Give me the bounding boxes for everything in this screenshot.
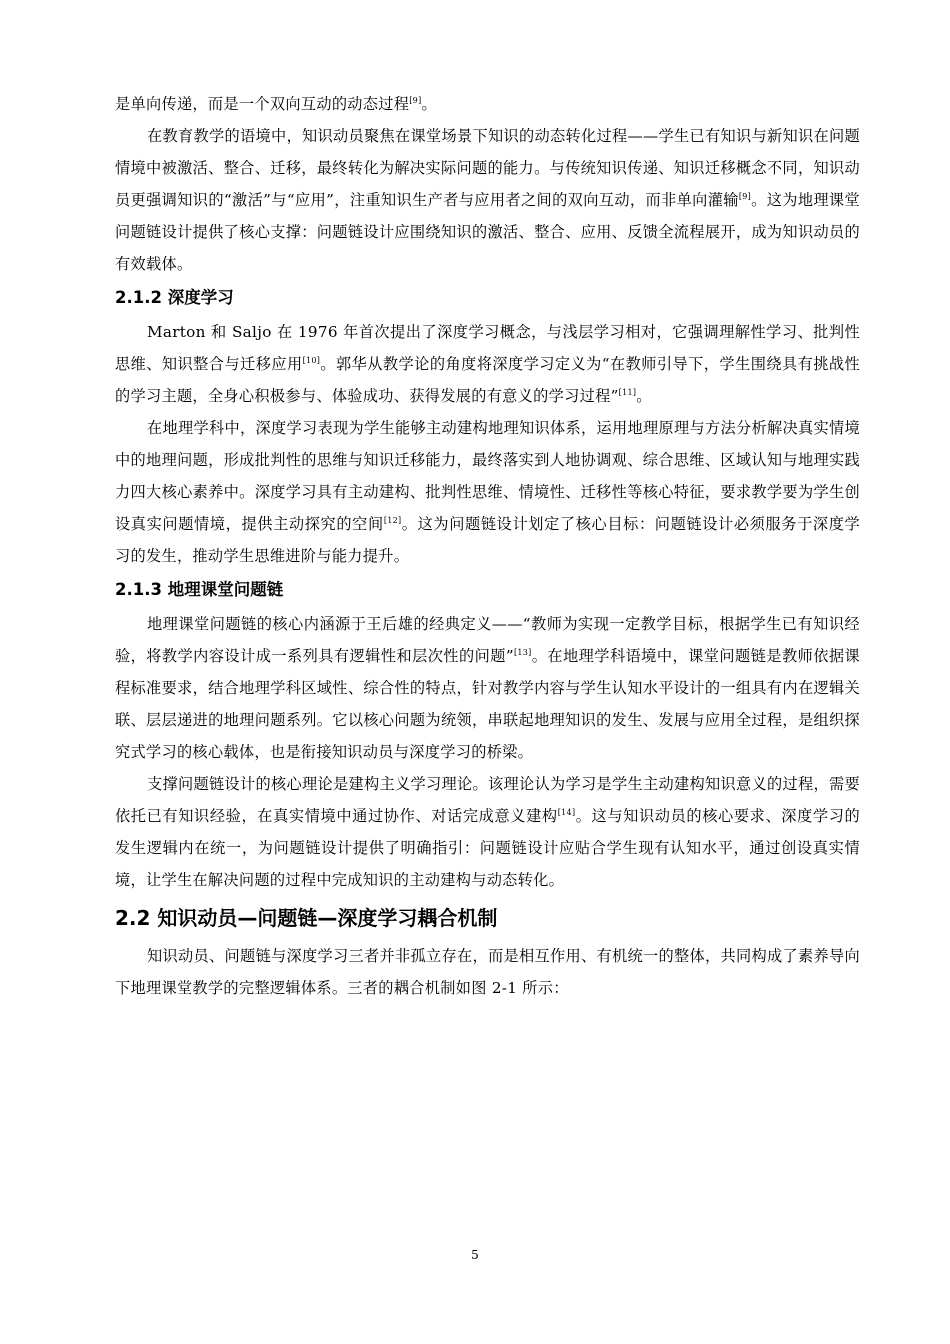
text: 在教育教学的语境中，知识动员聚焦在课堂场景下知识的动态转化过程——学生已有知识与新知识在问题情境中被激活、整合、迁移，最终转化为解决实际问题的能力。与传统知识传递、知识迁移概念不同，知识动员更强调知识的“激活”与“应用”，注重知识生产者与应用者之间的双向互动，而非单向灌输	[115, 127, 860, 209]
text: 。在地理学科语境中，课堂问题链是教师依据课程标准要求，结合地理学科区域性、综合性的特点，针对教学内容与学生认知水平设计的一组具有内在逻辑关联、层层递进的地理问题系列。它以核心问题为统领，串联起地理知识的发生、发展与应用全过程，是组织探究式学习的核心载体，也是衔接知识动员与深度学习的桥梁。	[115, 647, 860, 761]
text: 。这为地理课堂问题链设计提供了核心支撑：问题链设计应围绕知识的激活、整合、应用、反馈全流程展开，成为知识动员的有效载体。	[115, 191, 860, 273]
text: 。	[421, 95, 437, 113]
text: Marton 和 Saljo 在 1976 年首次提出了深度学习概念，与浅层学习相对，它强调理解性学习、批判性思维、知识整合与迁移应用	[115, 323, 860, 373]
paragraph-deep-learning-definition	[115, 316, 860, 412]
section-heading-2-1-3: 2.1.3 地理课堂问题链	[115, 580, 284, 599]
paragraph-constructivism	[115, 768, 860, 896]
paragraph-knowledge-mobilization	[115, 120, 860, 280]
text: 。这为问题链设计划定了核心目标：问题链设计必须服务于深度学习的发生，推动学生思维进阶与能力提升。	[115, 515, 860, 565]
text: 。这与知识动员的核心要求、深度学习的发生逻辑内在统一，为问题链设计提供了明确指引：问题链设计应贴合学生现有认知水平，通过创设真实情境，让学生在解决问题的过程中完成知识的主动建构与动态转化。	[115, 807, 860, 889]
text: 知识动员、问题链与深度学习三者并非孤立存在，而是相互作用、有机统一的整体，共同构成了素养导向下地理课堂教学的完整逻辑体系。三者的耦合机制如图 2-1 所示：	[115, 947, 860, 997]
citation-ref: [9]	[409, 96, 422, 105]
citation-ref: [10]	[302, 356, 321, 365]
citation-ref: [12]	[383, 516, 402, 525]
text: 在地理学科中，深度学习表现为学生能够主动建构地理知识体系，运用地理原理与方法分析解决真实情境中的地理问题，形成批判性的思维与知识迁移能力，最终落实到人地协调观、综合思维、区域认知与地理实践力四大核心素养中。深度学习具有主动建构、批判性思维、情境性、迁移性等核心特征，要求教学要为学生创设真实问题情境，提供主动探究的空间	[115, 419, 860, 533]
page-number: 5	[471, 1248, 479, 1262]
paragraph-deep-learning-geography	[115, 412, 860, 572]
section-heading-2-1-2: 2.1.2 深度学习	[115, 288, 234, 307]
citation-ref: [14]	[557, 808, 576, 817]
text: 地理课堂问题链的核心内涵源于王后雄的经典定义——“教师为实现一定教学目标，根据学生已有知识经验，将教学内容设计成一系列具有逻辑性和层次性的问题”	[115, 615, 860, 665]
body-text	[115, 88, 860, 1004]
paragraph-continued	[115, 88, 860, 120]
citation-ref: [9]	[738, 192, 752, 201]
text: 支撑问题链设计的核心理论是建构主义学习理论。该理论认为学习是学生主动建构知识意义的过程，需要依托已有知识经验，在真实情境中通过协作、对话完成意义建构	[115, 775, 860, 825]
text: 是单向传递，而是一个双向互动的动态过程	[115, 95, 410, 113]
paragraph-question-chain-definition	[115, 608, 860, 768]
text: 。	[636, 387, 652, 405]
paragraph-coupling-mechanism	[115, 940, 860, 1004]
citation-ref: [13]	[513, 648, 532, 657]
section-heading-2-2: 2.2 知识动员—问题链—深度学习耦合机制	[115, 906, 498, 930]
text: 。郭华从教学论的角度将深度学习定义为“在教师引导下，学生围绕具有挑战性的学习主题，全身心积极参与、体验成功、获得发展的有意义的学习过程”	[115, 355, 860, 405]
citation-ref: [11]	[618, 388, 637, 397]
